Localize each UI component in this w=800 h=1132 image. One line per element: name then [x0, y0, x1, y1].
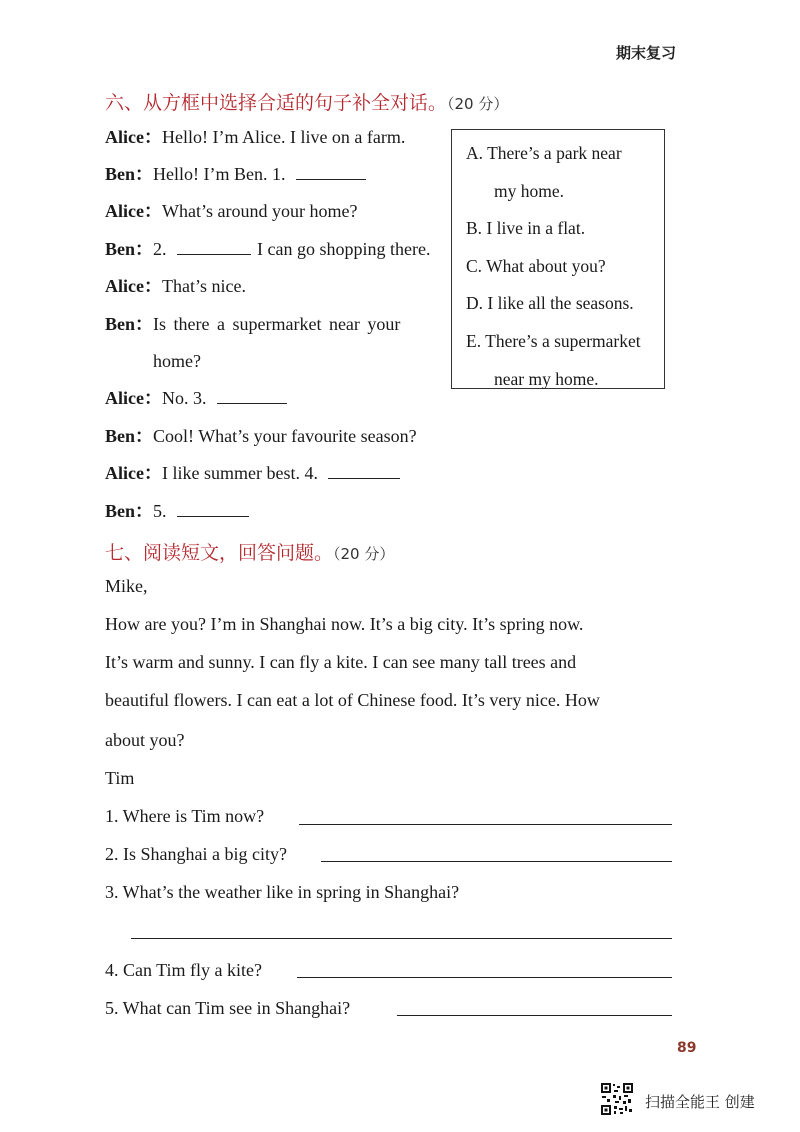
dialogue-text: No. 3.	[161, 388, 207, 408]
dialogue-text-after: I can go shopping there.	[257, 239, 431, 259]
dialogue-text: That’s nice.	[161, 276, 246, 296]
speaker: Alice：	[105, 388, 162, 408]
dialogue-text: What’s around your home?	[161, 201, 358, 221]
passage-line-4: about you?	[105, 730, 185, 750]
answer-line-3[interactable]	[131, 938, 672, 939]
option-e: E. There’s a supermarket	[466, 331, 641, 351]
option-a: A. There’s a park near	[466, 143, 622, 163]
option-b: B. I live in a flat.	[466, 218, 586, 238]
answer-line-4[interactable]	[297, 977, 672, 978]
dialogue-line-6-cont	[153, 352, 201, 370]
answer-blank-3[interactable]	[217, 389, 287, 404]
dialogue-line-2	[105, 165, 366, 183]
dialogue-text: Is there a supermarket near your	[153, 314, 401, 334]
section-7-title-text: 七、阅读短文，回答问题。	[105, 542, 334, 564]
dialogue-text: I like summer best. 4.	[161, 463, 318, 483]
answer-line-2[interactable]	[321, 861, 672, 862]
question-4: 4. Can Tim fly a kite?	[105, 960, 262, 980]
scanner-watermark: 扫描全能王 创建	[645, 1093, 755, 1111]
dialogue-line-9	[105, 464, 400, 482]
answer-blank-4[interactable]	[328, 464, 400, 479]
speaker: Ben：	[105, 501, 154, 521]
passage-line-3: beautiful flowers. I can eat a lot of Chinese food. It’s very nice. How	[105, 690, 600, 710]
passage-line-2: It’s warm and sunny. I can fly a kite. I can see many tall trees and	[105, 652, 577, 672]
dialogue-text: Hello! I’m Alice. I live on a farm.	[161, 127, 406, 147]
question-1: 1. Where is Tim now?	[105, 806, 265, 826]
section-6-title	[105, 88, 508, 115]
speaker: Alice：	[105, 463, 162, 483]
option-c: C. What about you?	[466, 256, 606, 276]
section-header-label: 期末复习	[616, 44, 677, 62]
qr-code-icon	[600, 1082, 634, 1116]
speaker: Alice：	[105, 201, 162, 221]
speaker: Ben：	[105, 426, 154, 446]
option-a-cont: my home.	[494, 181, 564, 201]
answer-blank-1[interactable]	[296, 165, 366, 180]
dialogue-line-10	[105, 502, 249, 520]
dialogue-line-6	[105, 315, 400, 333]
speaker: Ben：	[105, 239, 154, 259]
dialogue-text: home?	[153, 351, 201, 371]
dialogue-line-3	[105, 202, 357, 220]
dialogue-line-1	[105, 128, 405, 146]
speaker: Alice：	[105, 276, 162, 296]
section-6-title-text: 六、从方框中选择合适的句子补全对话。	[105, 92, 448, 114]
letter-greeting: Mike,	[105, 576, 148, 596]
dialogue-text: 5.	[153, 501, 167, 521]
dialogue-line-7	[105, 389, 287, 407]
speaker: Ben：	[105, 164, 154, 184]
option-e-cont: near my home.	[494, 369, 599, 389]
answer-line-1[interactable]	[299, 824, 672, 825]
dialogue-text: Cool! What’s your favourite season?	[153, 426, 417, 446]
letter-signature: Tim	[105, 768, 135, 788]
question-2: 2. Is Shanghai a big city?	[105, 844, 287, 864]
passage-line-1: How are you? I’m in Shanghai now. It’s a big city. It’s spring now.	[105, 614, 584, 634]
dialogue-text: 2.	[153, 239, 167, 259]
option-d: D. I like all the seasons.	[466, 293, 634, 313]
speaker: Alice：	[105, 127, 162, 147]
section-7-title	[105, 538, 394, 565]
dialogue-text: Hello! I’m Ben. 1.	[153, 164, 286, 184]
speaker: Ben：	[105, 314, 154, 334]
dialogue-line-8	[105, 427, 417, 445]
question-3: 3. What’s the weather like in spring in Shanghai?	[105, 882, 460, 902]
answer-blank-2[interactable]	[177, 240, 251, 255]
dialogue-line-4	[105, 240, 430, 258]
dialogue-line-5	[105, 277, 246, 295]
answer-blank-5[interactable]	[177, 502, 249, 517]
page-number: 89	[677, 1040, 697, 1056]
question-5: 5. What can Tim see in Shanghai?	[105, 998, 351, 1018]
section-7-points: （20 分）	[333, 545, 395, 563]
answer-line-5[interactable]	[397, 1015, 672, 1016]
section-6-points: （20 分）	[447, 95, 509, 113]
